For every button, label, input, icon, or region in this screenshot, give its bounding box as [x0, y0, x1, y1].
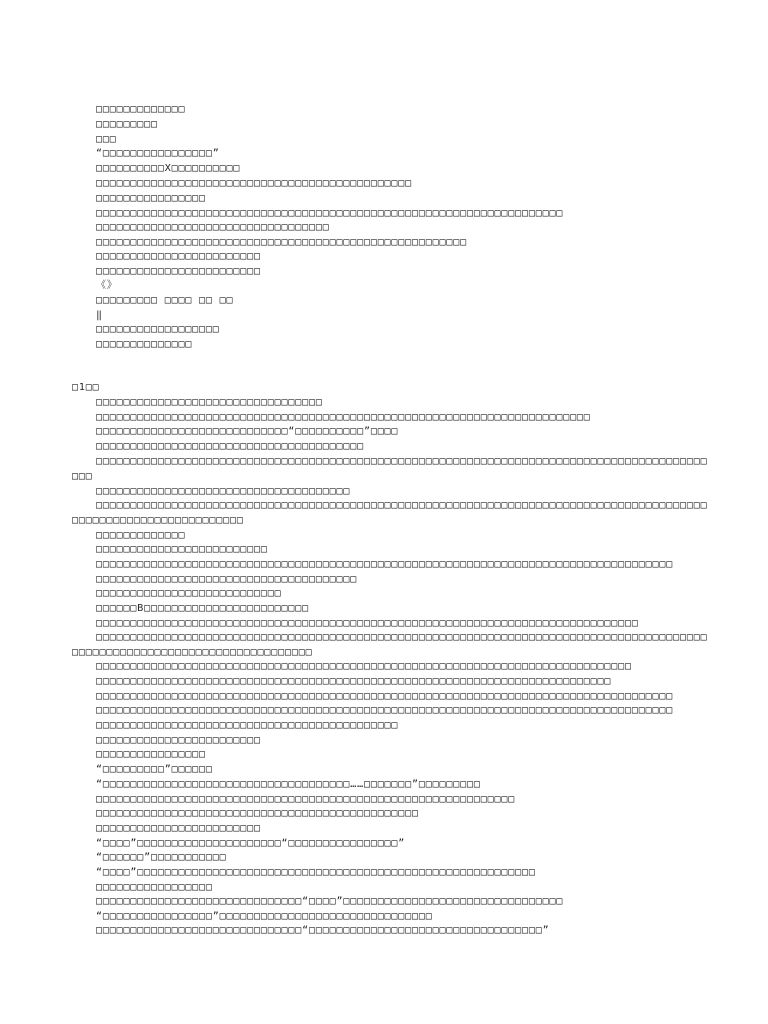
chapter-heading: □1□□	[72, 382, 100, 393]
body-line: □□□□□□□□□□□□□□□□□□□□□□□□□□□□□□□□□□□□□□□□□□□□□□□□□□□□□□□□□□□□□□□□□□□□□□□□□□□□□□□	[96, 618, 639, 629]
front-matter-line: □□□□□□□□□□□□□□□□	[96, 193, 206, 204]
body-line: □□□□□□□□□□□□□□□□□□□□□□□□	[96, 823, 261, 834]
body-line: □□□□□□□□□□□□□□□□□□□□□□□□□□□□□□□□□□□□□□□□□□□□	[96, 720, 399, 731]
body-line: □□□□□□□□□□□□□□□□□□□□□□□□□□□□□□“□□□□”□□□□□□□□□□□□□□□□□□□□□□□□□□□□□□□□	[96, 896, 564, 907]
body-line: □□□□□□□□□□□□□□□□□□□□□□□□□□□□□□□□□□□□□□□□□□□□□□□□□□□□□□□□□□□□□□□□□□□□□□□□□□□□□□□□□□□□	[96, 705, 674, 716]
body-line: □□□□□□□□□□□□□□□□□□□□□□□□□□□□□□“□□□□□□□□□□□□□□□□□□□□□□□□□□□□□□□□□□”	[96, 925, 550, 936]
body-line: □□□□□□□□□□□□□□□□□□□□□□□□□	[72, 515, 244, 526]
front-matter-line: □□□□□□□□□	[96, 119, 158, 130]
body-line: □□□□□□□□□□□□□□□□□□□□□□□□□□□□□□□□□□□□□□□□□□□□□□□□□□□□□□□□□□□□□□□□□□□□□□□□□□□□□□□□□□□□	[96, 559, 674, 570]
body-line: “□□□□□□□□□”□□□□□□	[96, 764, 213, 775]
body-line: “□□□□□□□□□□□□□□□□”□□□□□□□□□□□□□□□□□□□□□□□□□□□□□□□	[96, 911, 433, 922]
body-line: □□□□□□□□□□□□□□□□□□□□□□□□□□□□□□□□□□□□□□□□□□□□□□□□□□□□□□□□□□□□□□□□□□□□□□□□	[96, 412, 591, 423]
front-matter-line: ‖	[96, 310, 103, 321]
body-line: □□□□□□□□□□□□□□□□□□□□□□□□□□□□□□□□□□□	[72, 647, 313, 658]
body-line: □□□□□□□□□□□□□□□□□□□□□□□□□□□□□□□□□□□□□	[96, 486, 351, 497]
front-matter-line: □□□□□□□□□□□□□	[96, 104, 186, 115]
body-line: □□□□□□□□□□□□□	[96, 530, 186, 541]
body-line: □□□□□□□□□□□□□□□□□□□□□□□□□□□□□□□□□	[96, 397, 323, 408]
front-matter-line: □□□□□□□□□□□□□□	[96, 339, 193, 350]
body-line: □□□□□□□□□□□□□□□□□□□□□□□□□□□□□□□□□□□□□□□□□□□□□□□□□□□□□□□□□□□□□□□□□□□□□□□□□□□□□□	[96, 661, 632, 672]
body-line: “□□□□”□□□□□□□□□□□□□□□□□□□□□□□□□□□□□□□□□□□□□□□□□□□□□□□□□□□□□□□□□□	[96, 867, 536, 878]
front-matter-line: □□□□□□□□□□□□□□□□□□□□□□□□□□□□□□□□□□□□□□□□□□□□□□□□□□□□□□□□□□□□□□□□□□□□	[96, 208, 564, 219]
body-line: □□□□□□□□□□□□□□□□□□□□□□□□	[96, 735, 261, 746]
front-matter-line: □□□	[96, 134, 117, 145]
body-line: □□□	[72, 471, 93, 482]
body-line: □□□□□□□□□□□□□□□□□□□□□□□□□□□□□□□□□□□□□□□□□□□□□□□□□□□□□□□□□□□□□	[96, 794, 516, 805]
body-line: □□□□□□□□□□□□□□□□□□□□□□□□□□□□“□□□□□□□□□□”□□□□	[96, 426, 399, 437]
front-matter-line: □□□□□□□□□□□□□□□□□□	[96, 324, 220, 335]
body-line: □□□□□□□□□□□□□□□□□□□□□□□□□□□□□□□□□□□□□□□□□□□□□□□□□□□□□□□□□□□□□□□□□□□□□□□□□□□□□□□□□□□□□□□□□	[96, 632, 708, 643]
front-matter-line: □□□□□□□□□□□□□□□□□□□□□□□□□□□□□□□□□□□□□□□□□□□□□□□□□□□□□□	[96, 237, 468, 248]
front-matter-line: □□□□□□□□□□□□□□□□□□□□□□□□	[96, 251, 261, 262]
body-line: □□□□□□□□□□□□□□□□□□□□□□□□□	[96, 544, 268, 555]
body-line: □□□□□□□□□□□□□□□□□□□□□□□□□□□□□□□□□□□□□□	[96, 574, 358, 585]
body-line: “□□□□□□□□□□□□□□□□□□□□□□□□□□□□□□□□□□□□……□□□□□□□”□□□□□□□□□	[96, 779, 481, 790]
front-matter-line: □□□□□□□□□□□□□□□□□□□□□□□□	[96, 266, 261, 277]
front-matter-line: “□□□□□□□□□□□□□□□□”	[96, 148, 220, 159]
body-line: □□□□□□□□□□□□□□□□□□□□□□□□□□□□□□□□□□□□□□□	[96, 441, 364, 452]
body-line: □□□□□□B□□□□□□□□□□□□□□□□□□□□□□□□	[96, 603, 309, 614]
front-matter-line: □□□□□□□□□□□□□□□□□□□□□□□□□□□□□□□□□□□□□□□□□□□□□□	[96, 178, 413, 189]
front-matter-line: 《》	[96, 280, 118, 291]
body-line: □□□□□□□□□□□□□□□□□□□□□□□□□□□□□□□□□□□□□□□□□□□□□□□□□□□□□□□□□□□□□□□□□□□□□□□□□□□□□□□□□□□□	[96, 691, 674, 702]
front-matter-line: □□□□□□□□□□□□□□□□□□□□□□□□□□□□□□□□□□	[96, 222, 330, 233]
front-matter-line: □□□□□□□□□□X□□□□□□□□□□	[96, 163, 241, 174]
body-line: □□□□□□□□□□□□□□□□□	[96, 882, 213, 893]
body-line: □□□□□□□□□□□□□□□□□□□□□□□□□□□□□□□□□□□□□□□□□□□□□□□□□□□□□□□□□□□□□□□□□□□□□□□□□□□	[96, 676, 612, 687]
body-line: □□□□□□□□□□□□□□□□□□□□□□□□□□□□□□□□□□□□□□□□□□□□□□□□□□□□□□□□□□□□□□□□□□□□□□□□□□□□□□□□□□□□□□□□□	[96, 456, 708, 467]
body-line: “□□□□”□□□□□□□□□□□□□□□□□□□□□“□□□□□□□□□□□□□□□□”	[96, 838, 406, 849]
body-line: □□□□□□□□□□□□□□□□	[96, 749, 206, 760]
body-line: □□□□□□□□□□□□□□□□□□□□□□□□□□□□□□□□□□□□□□□□□□□□□□□	[96, 808, 419, 819]
front-matter-line: □□□□□□□□□ □□□□ □□ □□	[96, 295, 234, 306]
body-line: □□□□□□□□□□□□□□□□□□□□□□□□□□□	[96, 588, 282, 599]
body-line: “□□□□□□”□□□□□□□□□□□	[96, 852, 227, 863]
body-line: □□□□□□□□□□□□□□□□□□□□□□□□□□□□□□□□□□□□□□□□□□□□□□□□□□□□□□□□□□□□□□□□□□□□□□□□□□□□□□□□□□□□□□□□□	[96, 500, 708, 511]
